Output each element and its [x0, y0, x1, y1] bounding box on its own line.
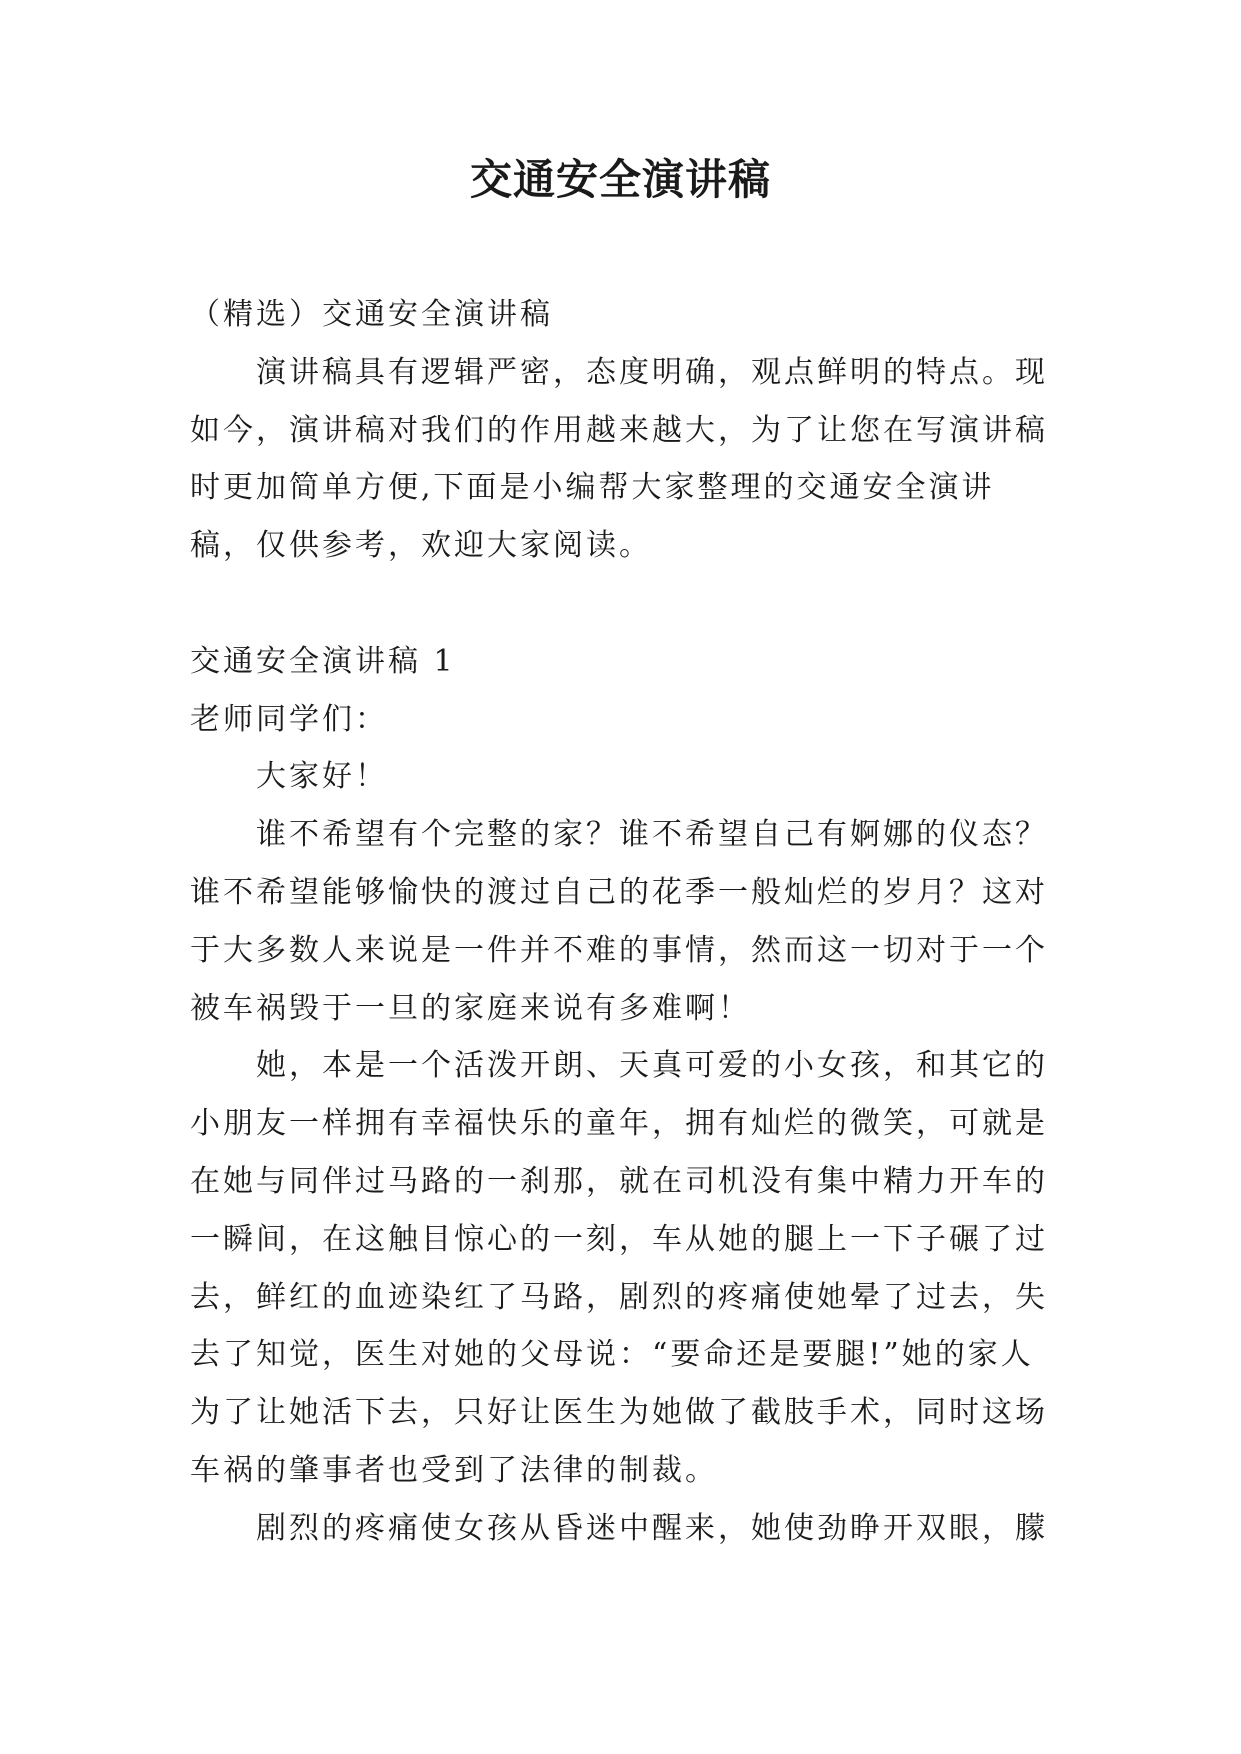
document-title: 交通安全演讲稿	[469, 155, 771, 204]
document-body	[190, 286, 1050, 1558]
paragraph-spacer	[190, 575, 1050, 633]
body-paragraph: 剧烈的疼痛使女孩从昏迷中醒来，她使劲睁开双眼，朦	[256, 1510, 1048, 1546]
body-paragraph: 谁不希望有个完整的家？谁不希望自己有婀娜的仪态？谁不希望能够愉快的渡过自己的花季一般灿烂的岁月？这对于大多数人来说是一件并不难的事情，然而这一切对于一个被车祸毁于一旦的家庭来说有多难啊！	[190, 817, 1048, 1026]
salutation: 老师同学们：	[190, 701, 388, 737]
greeting: 大家好！	[256, 759, 388, 795]
intro-paragraph: 演讲稿具有逻辑严密，态度明确，观点鲜明的特点。现如今，演讲稿对我们的作用越来越大，为了让您在写演讲稿时更加简单方便,下面是小编帮大家整理的交通安全演讲稿，仅供参考，欢迎大家阅读。	[190, 354, 1048, 564]
section-heading: 交通安全演讲稿 1	[190, 643, 456, 679]
document-subtitle: （精选）交通安全演讲稿	[190, 297, 553, 332]
body-paragraph: 她，本是一个活泼开朗、天真可爱的小女孩，和其它的小朋友一样拥有幸福快乐的童年，拥有灿烂的微笑，可就是在她与同伴过马路的一刹那，就在司机没有集中精力开车的一瞬间，在这触目惊心的一刻，车从她的腿上一下子碾了过去，鲜红的血迹染红了马路，剧烈的疼痛使她晕了过去，失去了知觉，医生对她的父母说：“要命还是要腿!”她的家人为了让她活下去，只好让医生为她做了截肢手术，同时这场车祸的肇事者也受到了法律的制裁。	[190, 1048, 1048, 1488]
